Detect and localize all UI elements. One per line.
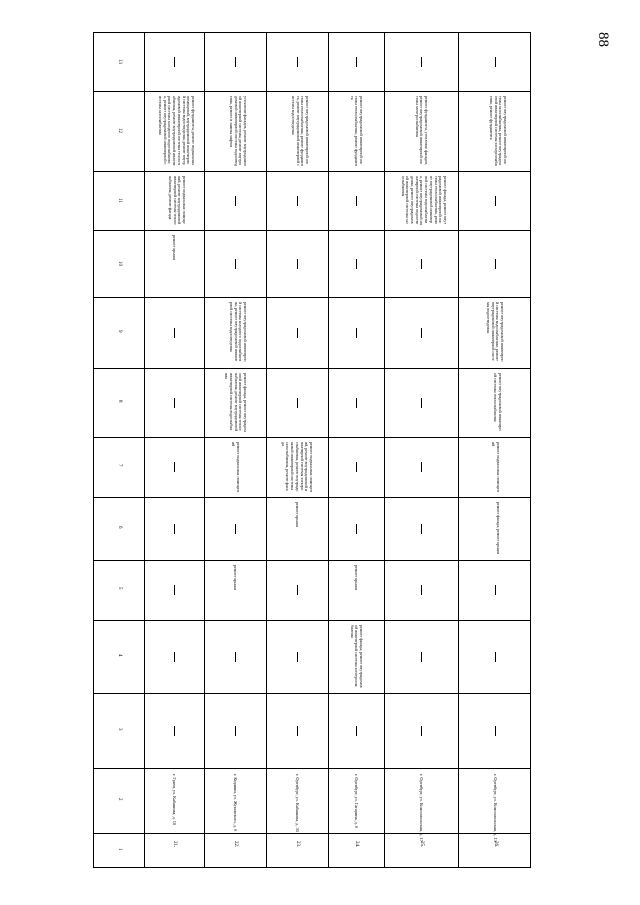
empty-cell-dash xyxy=(421,524,422,534)
column-divider xyxy=(94,620,530,621)
column-divider xyxy=(94,768,530,769)
column-divider xyxy=(94,833,530,834)
empty-cell-dash xyxy=(297,57,298,67)
empty-cell-dash xyxy=(421,57,422,67)
row-divider xyxy=(384,33,385,867)
work-description-cell: ремонт внутридомовой инженерной системы теплоснабжения, ремонт фундамента xyxy=(349,96,365,166)
empty-cell-dash xyxy=(235,726,236,736)
empty-cell-dash xyxy=(297,726,298,736)
row-number: 21. xyxy=(172,841,177,848)
row-divider xyxy=(204,33,205,867)
empty-cell-dash xyxy=(356,726,357,736)
work-description-cell: ремонт подвальных помещений xyxy=(230,442,241,492)
work-description-cell: ремонт внутридомовой инженерной системы газоснабжения, ремонт внутридомовой инженерной системы электроснабжения, ремонт фундамента xyxy=(488,96,508,166)
row-number: 24. xyxy=(354,841,359,848)
empty-cell-dash xyxy=(495,585,496,595)
empty-cell-dash xyxy=(356,524,357,534)
empty-cell-dash xyxy=(174,398,175,408)
column-number: 5 xyxy=(117,587,122,590)
column-divider xyxy=(94,497,530,498)
renovation-schedule-table xyxy=(93,32,531,868)
empty-cell-dash xyxy=(495,259,496,269)
column-number: 1 xyxy=(117,848,122,851)
work-description-cell: ремонт внутридомовой инженерной системы теплоснабжения xyxy=(493,373,504,431)
work-description-cell: ремонт внутридомовой инженерной системы холодного водоснабжения, ремонт внутридомовой инженерной системы водоотведения xyxy=(228,302,248,362)
empty-cell-dash xyxy=(356,328,357,338)
row-number: 26. xyxy=(493,841,498,848)
column-number: 12 xyxy=(117,128,122,133)
column-number: 4 xyxy=(117,653,122,656)
row-divider xyxy=(266,33,267,867)
empty-cell-dash xyxy=(421,585,422,595)
work-description-cell: ремонт фасада, ремонт внутридомовой инженерной системы теплоснабжения, ремонт внутридомовой инженерной системы водоснабжения xyxy=(223,373,248,432)
page-number: 88 xyxy=(595,32,611,47)
work-description-cell: ремонт фундамента, ремонт подвальных помещений, внутридомовой инженерной системы водоотведения, ремонт внутридомовой инженерной системы теплоснабжения, ремонт внутридомовой инженерной системы холодного водоснабжения, ремонт внутридомовой инженерной системы газоснабжения xyxy=(158,96,197,166)
row-divider xyxy=(458,33,459,867)
work-description-cell: ремонт подвальных помещений xyxy=(490,442,501,492)
empty-cell-dash xyxy=(421,328,422,338)
empty-cell-dash xyxy=(356,196,357,206)
empty-cell-dash xyxy=(235,259,236,269)
empty-cell-dash xyxy=(174,726,175,736)
empty-cell-dash xyxy=(297,259,298,269)
work-description-cell: утепление фасадов, ремонт внутридомовой инженерной системы, ремонт внутридомовой инженерной системы водоотведения, ремонт и замена лифтов xyxy=(228,96,248,166)
column-divider xyxy=(94,230,530,231)
column-divider xyxy=(94,171,530,172)
empty-cell-dash xyxy=(297,585,298,595)
empty-cell-dash xyxy=(495,726,496,736)
row-number: 22. xyxy=(233,841,238,848)
work-description-cell: ремонт внутридомовой инженерной системы водоснабжения, ремонт внутридомовой инженерной системы водоотведения xyxy=(486,302,506,362)
empty-cell-dash xyxy=(356,462,357,472)
work-description-cell: ремонт крыши xyxy=(295,502,301,528)
address-cell: г. Оренбург, ул. Комсомольская, д. 17 xyxy=(419,774,424,842)
work-description-cell: ремонт фундамента, утепление фасадов, ремонт внутридомовой инженерной системы электроснабжения xyxy=(414,96,430,166)
row-number: 25. xyxy=(419,841,424,848)
column-divider xyxy=(94,693,530,694)
empty-cell-dash xyxy=(421,462,422,472)
column-divider xyxy=(94,560,530,561)
column-number: 6 xyxy=(117,525,122,528)
column-number: 8 xyxy=(117,399,122,402)
empty-cell-dash xyxy=(421,398,422,408)
empty-cell-dash xyxy=(235,57,236,67)
empty-cell-dash xyxy=(174,462,175,472)
work-description-cell: ремонт подвальных помещений, ремонт внутридомовой инженерной системы теплоснабжения, ремонт фасада xyxy=(167,176,187,225)
empty-cell-dash xyxy=(174,328,175,338)
column-divider xyxy=(94,91,530,92)
work-description-cell: ремонт фасада, ремонт внутридомовой инженерной системы теплоснабжения, ремонт внутридомовой инженерной системы водоснабжения, ремонт внутридомовой инженерной системы водоотведения, ремонт внутридомовой инженерной системы газоснабжения xyxy=(400,176,448,225)
column-number: 2 xyxy=(117,797,122,800)
work-description-cell: ремонт внутридомовой инженерной системы теплоснабжения, ремонт фундамента, ремонт внутридомовой инженерной системы водоотведения xyxy=(290,96,310,166)
work-description-cell: ремонт крыши xyxy=(354,565,360,591)
column-number: 3 xyxy=(117,727,122,730)
empty-cell-dash xyxy=(421,652,422,662)
column-number: 13 xyxy=(117,59,122,64)
row-divider xyxy=(328,33,329,867)
work-description-cell: ремонт крыши xyxy=(172,235,178,261)
empty-cell-dash xyxy=(297,652,298,662)
address-cell: г. Оренбург, ул. Гагарина, д. 6 xyxy=(354,774,359,829)
empty-cell-dash xyxy=(174,585,175,595)
column-divider xyxy=(94,297,530,298)
empty-cell-dash xyxy=(356,259,357,269)
empty-cell-dash xyxy=(495,57,496,67)
address-cell: г. Оренбург, ул. Кабашова, д. 30 xyxy=(295,774,300,832)
work-description-cell: ремонт крыши xyxy=(233,565,239,591)
address-cell: г. Кириши, ул. Жуковского, д. 6 xyxy=(233,774,238,832)
column-number: 11 xyxy=(117,197,122,203)
row-number: 23. xyxy=(295,841,300,848)
empty-cell-dash xyxy=(356,57,357,67)
empty-cell-dash xyxy=(174,524,175,534)
column-number: 7 xyxy=(117,464,122,467)
empty-cell-dash xyxy=(356,398,357,408)
empty-cell-dash xyxy=(297,328,298,338)
column-number: 9 xyxy=(117,329,122,332)
column-number: 10 xyxy=(117,260,122,266)
empty-cell-dash xyxy=(235,524,236,534)
empty-cell-dash xyxy=(495,652,496,662)
work-description-cell: ремонт подвальных помещений, ремонт внутридомовой инженерной системы электроснабжения, ремонт внутридомовой инженерной системы газоснабжения, ремонт фасада xyxy=(281,442,315,492)
empty-cell-dash xyxy=(421,259,422,269)
empty-cell-dash xyxy=(297,196,298,206)
empty-cell-dash xyxy=(297,398,298,408)
empty-cell-dash xyxy=(421,726,422,736)
empty-cell-dash xyxy=(235,652,236,662)
column-divider xyxy=(94,368,530,369)
address-cell: г. Оренбург, ул. Комсомольская, д. 13 xyxy=(493,774,498,842)
empty-cell-dash xyxy=(174,652,175,662)
empty-cell-dash xyxy=(495,196,496,206)
empty-cell-dash xyxy=(235,196,236,206)
column-divider xyxy=(94,437,530,438)
address-cell: г. Грязи, ул. Кабашова, д. 10 xyxy=(172,774,177,826)
empty-cell-dash xyxy=(174,57,175,67)
work-description-cell: ремонт фасада, ремонт крыши xyxy=(495,502,501,555)
work-description-cell: ремонт фасада, ремонт внутридомовой инженерной системы электроснабжения xyxy=(349,625,365,688)
row-divider xyxy=(144,33,145,867)
